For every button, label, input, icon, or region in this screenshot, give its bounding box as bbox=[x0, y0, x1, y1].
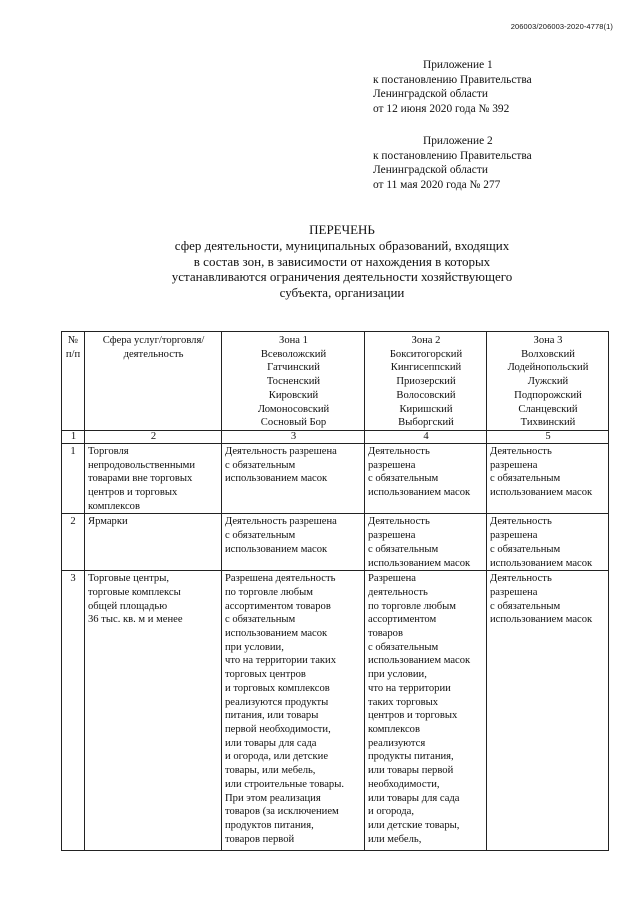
cell-line: комплексов bbox=[368, 723, 420, 735]
cell-line: Деятельность bbox=[368, 445, 430, 457]
cell-line: Кировский bbox=[268, 389, 319, 401]
cell-line: торговых центров bbox=[225, 669, 306, 681]
cell-line: Зона 1 bbox=[279, 335, 308, 346]
appendix-2-line: Ленинградской области bbox=[373, 164, 488, 177]
cell-line: Подпорожский bbox=[514, 389, 582, 401]
cell-line: 36 тыс. кв. м и менее bbox=[88, 614, 183, 626]
row-zone3 bbox=[487, 571, 609, 851]
cell-line: использованием масок bbox=[490, 614, 593, 626]
row-zone1 bbox=[222, 443, 365, 514]
cell-line: использованием масок bbox=[490, 487, 593, 499]
row-number: 1 bbox=[62, 443, 85, 514]
header-zone3 bbox=[487, 332, 609, 431]
row-zone1 bbox=[222, 514, 365, 571]
row-zone1 bbox=[222, 571, 365, 851]
table-row bbox=[62, 443, 609, 514]
cell-line: Разрешена bbox=[368, 573, 417, 585]
cell-line: при условии, bbox=[225, 641, 284, 653]
cell-line: разрешена bbox=[368, 530, 416, 542]
appendix-2-line: к постановлению Правительства bbox=[373, 149, 532, 162]
title-line: устанавливаются ограничения деятельности хозяйствующего bbox=[171, 269, 513, 285]
cell-line: питания, или товары bbox=[225, 710, 319, 722]
cell-line: Киришский bbox=[399, 403, 453, 415]
cell-line: реализуются bbox=[368, 737, 426, 749]
cell-line: Тосненский bbox=[266, 376, 321, 388]
row-sphere bbox=[85, 514, 222, 571]
column-number: 4 bbox=[365, 430, 487, 443]
row-zone2 bbox=[365, 443, 487, 514]
cell-line: Выборгский bbox=[398, 417, 454, 429]
table-row bbox=[62, 514, 609, 571]
cell-line: использованием масок bbox=[368, 557, 471, 569]
cell-line: или товары для сада bbox=[368, 792, 460, 804]
cell-line: Гатчинский bbox=[267, 362, 320, 374]
cell-line: что на территории таких bbox=[225, 655, 337, 667]
column-number-row bbox=[62, 430, 609, 443]
cell-line: использованием масок bbox=[490, 557, 593, 569]
cell-line: и огорода, или детские bbox=[225, 751, 329, 763]
cell-line: Приозерский bbox=[396, 376, 456, 388]
cell-line: и торговых комплексов bbox=[225, 682, 330, 694]
cell-line: и огорода, bbox=[368, 806, 415, 818]
cell-line: деятельность bbox=[368, 586, 428, 598]
cell-line: Деятельность bbox=[490, 445, 552, 457]
header-num bbox=[62, 332, 85, 431]
row-zone2 bbox=[365, 514, 487, 571]
appendix-2-line: Приложение 2 bbox=[423, 135, 493, 147]
cell-line: или мебель, bbox=[368, 833, 422, 845]
table-header-row bbox=[62, 332, 609, 431]
cell-line: Торговля bbox=[88, 445, 129, 457]
header-zone1 bbox=[222, 332, 365, 431]
appendix-2-line: от 11 мая 2020 года № 277 bbox=[373, 178, 501, 191]
appendix-1-block bbox=[373, 58, 532, 116]
cell-line: необходимости, bbox=[368, 778, 440, 790]
cell-line: использованием масок bbox=[368, 655, 471, 667]
header-sphere bbox=[85, 332, 222, 431]
title-line: в состав зон, в зависимости от нахождения в которых bbox=[193, 253, 491, 269]
cell-line: товаров (за исключением bbox=[225, 806, 339, 818]
title-line: субъекта, организации bbox=[279, 285, 405, 301]
cell-line: деятельность bbox=[123, 348, 184, 360]
column-number: 5 bbox=[487, 430, 609, 443]
cell-line: с обязательным bbox=[368, 543, 439, 555]
cell-line: Деятельность bbox=[490, 573, 552, 585]
cell-line: использованием масок bbox=[225, 473, 328, 485]
cell-line: первой необходимости, bbox=[225, 723, 331, 735]
row-zone3 bbox=[487, 514, 609, 571]
cell-line: Сосновый Бор bbox=[260, 417, 327, 429]
cell-line: Сфера услуг/торговля/ bbox=[102, 335, 205, 346]
cell-line: Деятельность bbox=[490, 516, 552, 528]
cell-line: продуктов питания, bbox=[225, 819, 314, 831]
row-zone3 bbox=[487, 443, 609, 514]
cell-line: Всеволожский bbox=[260, 348, 327, 360]
cell-line: использованием масок bbox=[225, 543, 328, 555]
cell-line: с обязательным bbox=[490, 600, 561, 612]
document-title bbox=[120, 222, 564, 301]
row-sphere bbox=[85, 443, 222, 514]
cell-line: торговые комплексы bbox=[88, 586, 181, 598]
cell-line: с обязательным bbox=[368, 473, 439, 485]
column-number: 2 bbox=[85, 430, 222, 443]
cell-line: Тихвинский bbox=[520, 417, 576, 429]
cell-line: Бокситогорский bbox=[389, 348, 463, 360]
cell-line: Волосовский bbox=[396, 389, 456, 401]
cell-line: или товары первой bbox=[368, 765, 454, 777]
cell-line: Торговые центры, bbox=[88, 573, 169, 585]
cell-line: или строительные товары. bbox=[225, 778, 344, 790]
cell-line: Кингисеппский bbox=[390, 362, 462, 374]
appendix-1-line: Ленинградской области bbox=[373, 88, 488, 101]
cell-line: с обязательным bbox=[225, 614, 296, 626]
document-id: 206003/206003-2020-4778(1) bbox=[510, 22, 613, 31]
cell-line: Разрешена деятельность bbox=[225, 573, 336, 585]
cell-line: Волховский bbox=[521, 348, 575, 360]
cell-line: товарами вне торговых bbox=[88, 473, 193, 485]
table-row bbox=[62, 571, 609, 851]
cell-line: разрешена bbox=[368, 459, 416, 471]
cell-line: Деятельность разрешена bbox=[225, 516, 337, 528]
row-number: 2 bbox=[62, 514, 85, 571]
cell-line: или детские товары, bbox=[368, 819, 460, 831]
row-sphere bbox=[85, 571, 222, 851]
cell-line: ассортиментом товаров bbox=[225, 600, 331, 612]
cell-line: комплексов bbox=[88, 500, 140, 512]
appendix-1-line: Приложение 1 bbox=[423, 59, 493, 71]
cell-line: разрешена bbox=[490, 530, 538, 542]
cell-line: Деятельность bbox=[368, 516, 430, 528]
cell-line: центров и торговых bbox=[88, 487, 178, 499]
cell-line: с обязательным bbox=[490, 543, 561, 555]
cell-line: Сланцевский bbox=[518, 403, 578, 415]
cell-line: реализуются продукты bbox=[225, 696, 329, 708]
cell-line: при условии, bbox=[368, 669, 427, 681]
cell-line: товары, или мебель, bbox=[225, 765, 316, 777]
title-line: ПЕРЕЧЕНЬ bbox=[309, 222, 375, 237]
cell-line: с обязательным bbox=[368, 641, 439, 653]
zones-table bbox=[61, 331, 609, 851]
cell-line: что на территории bbox=[368, 682, 451, 694]
appendix-1-line: от 12 июня 2020 года № 392 bbox=[373, 102, 510, 115]
title-line: сфер деятельности, муниципальных образований, входящих bbox=[174, 237, 510, 253]
cell-line: Зона 2 bbox=[411, 335, 441, 346]
cell-line: продукты питания, bbox=[368, 751, 454, 763]
cell-line: или товары для сада bbox=[225, 737, 317, 749]
cell-line: Зона 3 bbox=[533, 335, 563, 346]
cell-line: Лодейнопольский bbox=[507, 362, 589, 374]
cell-line: с обязательным bbox=[225, 530, 296, 542]
cell-line: Ломоносовский bbox=[257, 403, 330, 415]
cell-line: центров и торговых bbox=[368, 710, 458, 722]
cell-line: Деятельность разрешена bbox=[225, 445, 337, 457]
cell-line: Лужский bbox=[527, 376, 569, 388]
cell-line: ассортиментом bbox=[368, 614, 437, 626]
cell-line: общей площадью bbox=[88, 600, 168, 612]
cell-line: При этом реализация bbox=[225, 792, 321, 804]
column-number: 1 bbox=[62, 430, 85, 443]
cell-line: разрешена bbox=[490, 459, 538, 471]
row-zone2 bbox=[365, 571, 487, 851]
cell-line: использованием масок bbox=[225, 628, 328, 640]
cell-line: № bbox=[67, 335, 79, 346]
header-zone2 bbox=[365, 332, 487, 431]
cell-line: товаров первой bbox=[225, 833, 295, 845]
cell-line: таких торговых bbox=[368, 696, 439, 708]
cell-line: Ярмарки bbox=[88, 516, 128, 528]
cell-line: разрешена bbox=[490, 586, 538, 598]
cell-line: непродовольственными bbox=[88, 459, 196, 471]
cell-line: товаров bbox=[368, 628, 403, 640]
cell-line: с обязательным bbox=[225, 459, 296, 471]
appendix-2-block bbox=[373, 134, 532, 192]
column-number: 3 bbox=[222, 430, 365, 443]
cell-line: по торговле любым bbox=[225, 586, 313, 598]
appendix-1-line: к постановлению Правительства bbox=[373, 73, 532, 86]
cell-line: использованием масок bbox=[368, 487, 471, 499]
row-number: 3 bbox=[62, 571, 85, 851]
cell-line: по торговле любым bbox=[368, 600, 456, 612]
cell-line: п/п bbox=[65, 348, 81, 360]
cell-line: с обязательным bbox=[490, 473, 561, 485]
